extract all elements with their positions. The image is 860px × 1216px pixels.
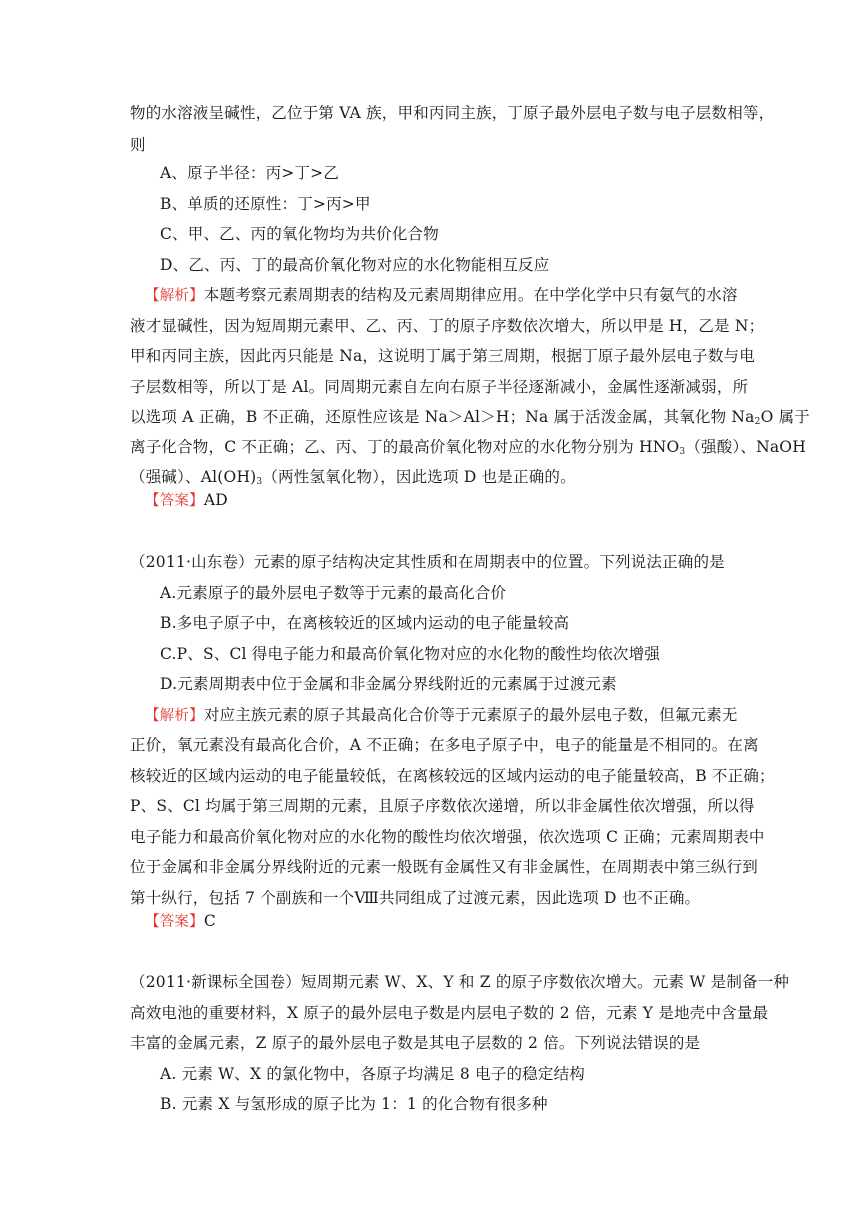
q1-answer <box>145 490 745 511</box>
q2-stem: （2011·山东卷）元素的原子结构决定其性质和在周期表中的位置。下列说法正确的是 <box>130 553 725 571</box>
q3-option-b: B. 元素 X 与氢形成的原子比为 1：1 的化合物有很多种 <box>160 1095 548 1113</box>
q1-analysis-line-3: 甲和丙同主族，因此丙只能是 Na，这说明丁属于第三周期，根据丁原子最外层电子数与电 <box>130 347 755 365</box>
q3-stem-line-2: 高效电池的重要材料，X 原子的最外层电子数是内层电子数的 2 倍，元素 Y 是地壳中含量最 <box>130 1004 769 1022</box>
analysis-tag: 【解析】 <box>145 288 204 304</box>
answer-tag: 【答案】 <box>145 493 204 509</box>
q2-option-c: C.P、S、Cl 得电子能力和最高价氧化物对应的水化物的酸性均依次增强 <box>160 645 661 663</box>
q1-option-a: A、原子半径：丙>丁>乙 <box>160 164 340 182</box>
q2-answer <box>145 911 745 932</box>
q2-analysis-line-3: 核较近的区域内运动的电子能量较低，在离核较远的区域内运动的电子能量较高，B 不正确； <box>130 767 775 785</box>
q1-analysis-line-1: 【解析】本题考察元素周期表的结构及元素周期律应用。在中学化学中只有氨气的水溶 <box>145 286 738 304</box>
q2-analysis-line-1: 【解析】对应主族元素的原子其最高化合价等于元素原子的最外层电子数，但氟元素无 <box>145 706 738 724</box>
q2-analysis-line-7: 第十纵行，包括 7 个副族和一个Ⅷ共同组成了过渡元素，因此选项 D 也不正确。 <box>130 889 701 907</box>
q2-option-b: B.多电子原子中，在离核较近的区域内运动的电子能量较高 <box>160 614 570 632</box>
answer-value: C <box>203 912 216 930</box>
q2-analysis-line-6: 位于金属和非金属分界线附近的元素一般既有金属性又有非金属性，在周期表中第三纵行到 <box>130 858 759 876</box>
q1-analysis-line-5: 以选项 A 正确，B 不正确，还原性应该是 Na＞Al＞H；Na 属于活泼金属，其氧化物 $Na_2O$ 属于 <box>130 408 811 427</box>
q1-analysis-line-7: （强碱）、$Al(OH)_3$（两性氢氧化物），因此选项 D 也是正确的。 <box>130 468 576 487</box>
q1-option-c: C、甲、乙、丙的氧化物均为共价化合物 <box>160 225 439 243</box>
q1-stem-line-2: 则 <box>130 136 146 154</box>
analysis-tag: 【解析】 <box>145 708 204 724</box>
q3-stem-line-3: 丰富的金属元素，Z 原子的最外层电子数是其电子层数的 2 倍。下列说法错误的是 <box>130 1034 701 1052</box>
subscript-3: 3 <box>679 447 686 457</box>
subscript-3: 3 <box>256 477 263 487</box>
q2-analysis-line-4: P、S、Cl 均属于第三周期的元素，且原子序数依次递增，所以非金属性依次增强，所以得 <box>130 797 755 815</box>
q1-analysis-line-6: 离子化合物，C 不正确；乙、丙、丁的最高价氧化物对应的水化物分别为 $HNO_3$（强酸）、NaOH <box>130 438 806 457</box>
q2-option-d: D.元素周期表中位于金属和非金属分界线附近的元素属于过渡元素 <box>160 675 617 693</box>
q1-stem-line-1: 物的水溶液呈碱性，乙位于第 VA 族，甲和丙同主族，丁原子最外层电子数与电子层数相等， <box>130 104 775 122</box>
q2-option-a: A.元素原子的最外层电子数等于元素的最高化合价 <box>160 584 507 602</box>
q1-analysis-line-2: 液才显碱性，因为短周期元素甲、乙、丙、丁的原子序数依次增大，所以甲是 H，乙是 N； <box>130 317 765 335</box>
q3-stem-line-1: （2011·新课标全国卷）短周期元素 W、X、Y 和 Z 的原子序数依次增大。元素 W 是制备一种 <box>130 973 790 991</box>
q1-analysis-line-4: 子层数相等，所以丁是 Al。同周期元素自左向右原子半径逐渐减小，金属性逐渐减弱，所 <box>130 378 749 396</box>
answer-tag: 【答案】 <box>145 914 204 930</box>
q1-option-b: B、单质的还原性：丁>丙>甲 <box>160 195 371 213</box>
answer-value: AD <box>203 491 228 509</box>
q1-option-d: D、乙、丙、丁的最高价氧化物对应的水化物能相互反应 <box>160 256 550 274</box>
subscript-2: 2 <box>754 417 761 427</box>
q2-analysis-line-5: 电子能力和最高价氧化物对应的水化物的酸性均依次增强，依次选项 C 正确；元素周期表中 <box>130 828 765 846</box>
q2-analysis-line-2: 正价，氧元素没有最高化合价，A 不正确；在多电子原子中，电子的能量是不相同的。在离 <box>130 736 759 754</box>
q3-option-a: A. 元素 W、X 的氯化物中，各原子均满足 8 电子的稳定结构 <box>160 1065 585 1083</box>
